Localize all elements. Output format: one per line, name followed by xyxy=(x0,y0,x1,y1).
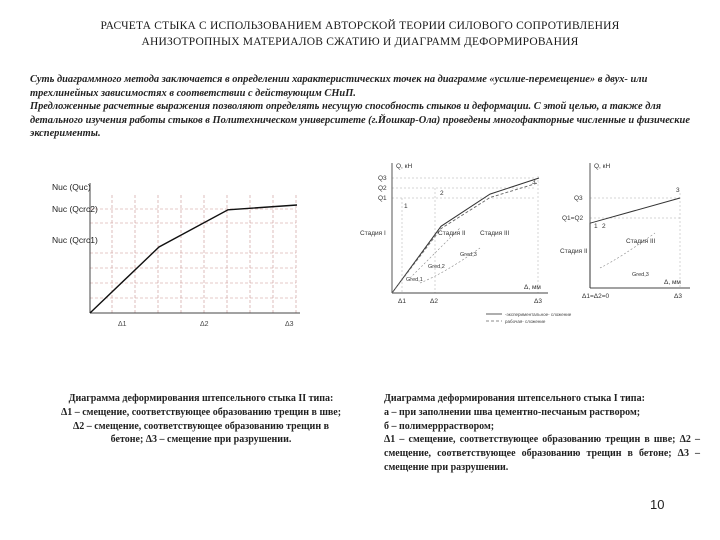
stage-2-label: Стадия II xyxy=(560,248,588,255)
x-axis-label: Δ, мм xyxy=(524,284,541,291)
point-2-label: 2 xyxy=(602,223,606,230)
chart-type1-diagram-b xyxy=(560,158,700,308)
caption-type2-line-1: Диаграмма деформирования штепсельного стыка II типа: xyxy=(68,393,334,404)
caption-type1 xyxy=(384,392,700,475)
gred2-label: Gred,2 xyxy=(428,264,445,270)
page-number: 10 xyxy=(650,497,665,512)
chart-type1-diagram-a xyxy=(360,158,572,324)
q1-q2-label: Q1=Q2 xyxy=(562,215,584,222)
caption-type2-line-2: Δ1 – смещение, соответствующее образованию трещин в шве; xyxy=(60,406,342,418)
caption-type1-line-4: Δ1 – смещение, соответствующее образованию трещин в шве; Δ2 – смещение, соответствующее образованию трещин в бетоне; Δ3 – смещение при разрушении. xyxy=(384,434,700,473)
y-label-nuc-quc: Nuc (Quc) xyxy=(52,182,91,192)
stage-3-label: Стадия III xyxy=(626,238,656,245)
x-axis-label: Δ, мм xyxy=(664,279,681,286)
stage-1-label: Стадия I xyxy=(360,230,386,237)
gred3-label: Gred,3 xyxy=(460,252,477,258)
intro-paragraph-2: Предложенные расчетные выражения позволяют определять несущую способность стыков и деформации. С этой целью, а также для детального изучения работы стыков в Политехническом университете (г.Йошкар-Ола) проведены многофакторные численные и физические эксперименты. xyxy=(30,101,690,139)
diagram-line xyxy=(90,205,297,313)
caption-type1-line-3: б – полимеррраствором; xyxy=(384,420,495,432)
delta1-label: Δ1 xyxy=(398,298,406,305)
y-label-nuc-qcrc2: Nuc (Qcrc2) xyxy=(52,204,98,214)
y-axis-label: Q, кН xyxy=(594,163,611,170)
legend-experimental: -экспериментальное- сложение xyxy=(505,312,572,317)
delta-1-2-label: Δ1=Δ2=0 xyxy=(582,293,610,300)
gred1-label: Gred,1 xyxy=(406,277,423,283)
point-2-label: 2 xyxy=(440,190,444,197)
caption-type2-line-4: бетоне; Δ3 – смещение при разрушении. xyxy=(110,434,292,446)
title-line-1: РАСЧЕТА СТЫКА С ИСПОЛЬЗОВАНИЕМ АВТОРСКОЙ ТЕОРИИ СИЛОВОГО СОПРОТИВЛЕНИЯ xyxy=(100,20,620,32)
slide-title xyxy=(40,18,680,50)
stage-2-label: Стадия II xyxy=(438,230,466,237)
delta3-label: Δ3 xyxy=(674,293,682,300)
x-label-delta3: Δ3 xyxy=(285,321,294,328)
gred3-label: Gred,3 xyxy=(632,272,649,278)
intro-text xyxy=(30,73,692,141)
stage-3-label: Стадия III xyxy=(480,230,510,237)
y-axis-label: Q, кН xyxy=(396,163,413,170)
point-3-label: 3 xyxy=(532,179,536,186)
point-3-label: 3 xyxy=(676,187,680,194)
title-line-2: АНИЗОТРОПНЫХ МАТЕРИАЛОВ СЖАТИЮ И ДИАГРАММ ДЕФОРМИРОВАНИЯ xyxy=(141,36,579,48)
chart-type2-diagram xyxy=(50,173,310,338)
x-label-delta1: Δ1 xyxy=(118,321,127,328)
legend-working: рабочая- сложение xyxy=(505,319,546,324)
q3-label: Q3 xyxy=(378,175,387,182)
intro-paragraph-1: Суть диаграммного метода заключается в определении характеристических точек на диаграмме «усилие-перемещение» в двух- или трехлинейных зависимостях в соответствии с действующим СНиП. xyxy=(30,74,648,99)
grid-lines xyxy=(90,195,296,313)
q3-label: Q3 xyxy=(574,195,583,202)
point-1-label: 1 xyxy=(594,223,598,230)
q1-label: Q1 xyxy=(378,195,387,202)
caption-type2 xyxy=(30,392,372,447)
x-label-delta2: Δ2 xyxy=(200,321,209,328)
caption-type2-line-3: Δ2 – смещение, соответствующее образованию трещин в xyxy=(72,420,329,432)
caption-type1-line-1: Диаграмма деформирования штепсельного стыка I типа: xyxy=(384,393,645,404)
delta3-label: Δ3 xyxy=(534,298,542,305)
delta2-label: Δ2 xyxy=(430,298,438,305)
q2-label: Q2 xyxy=(378,185,387,192)
point-1-label: 1 xyxy=(404,203,408,210)
y-label-nuc-qcrc1: Nuc (Qcrc1) xyxy=(52,235,98,245)
caption-type1-line-2: а – при заполнении шва цементно-песчаным раствором; xyxy=(384,406,641,418)
